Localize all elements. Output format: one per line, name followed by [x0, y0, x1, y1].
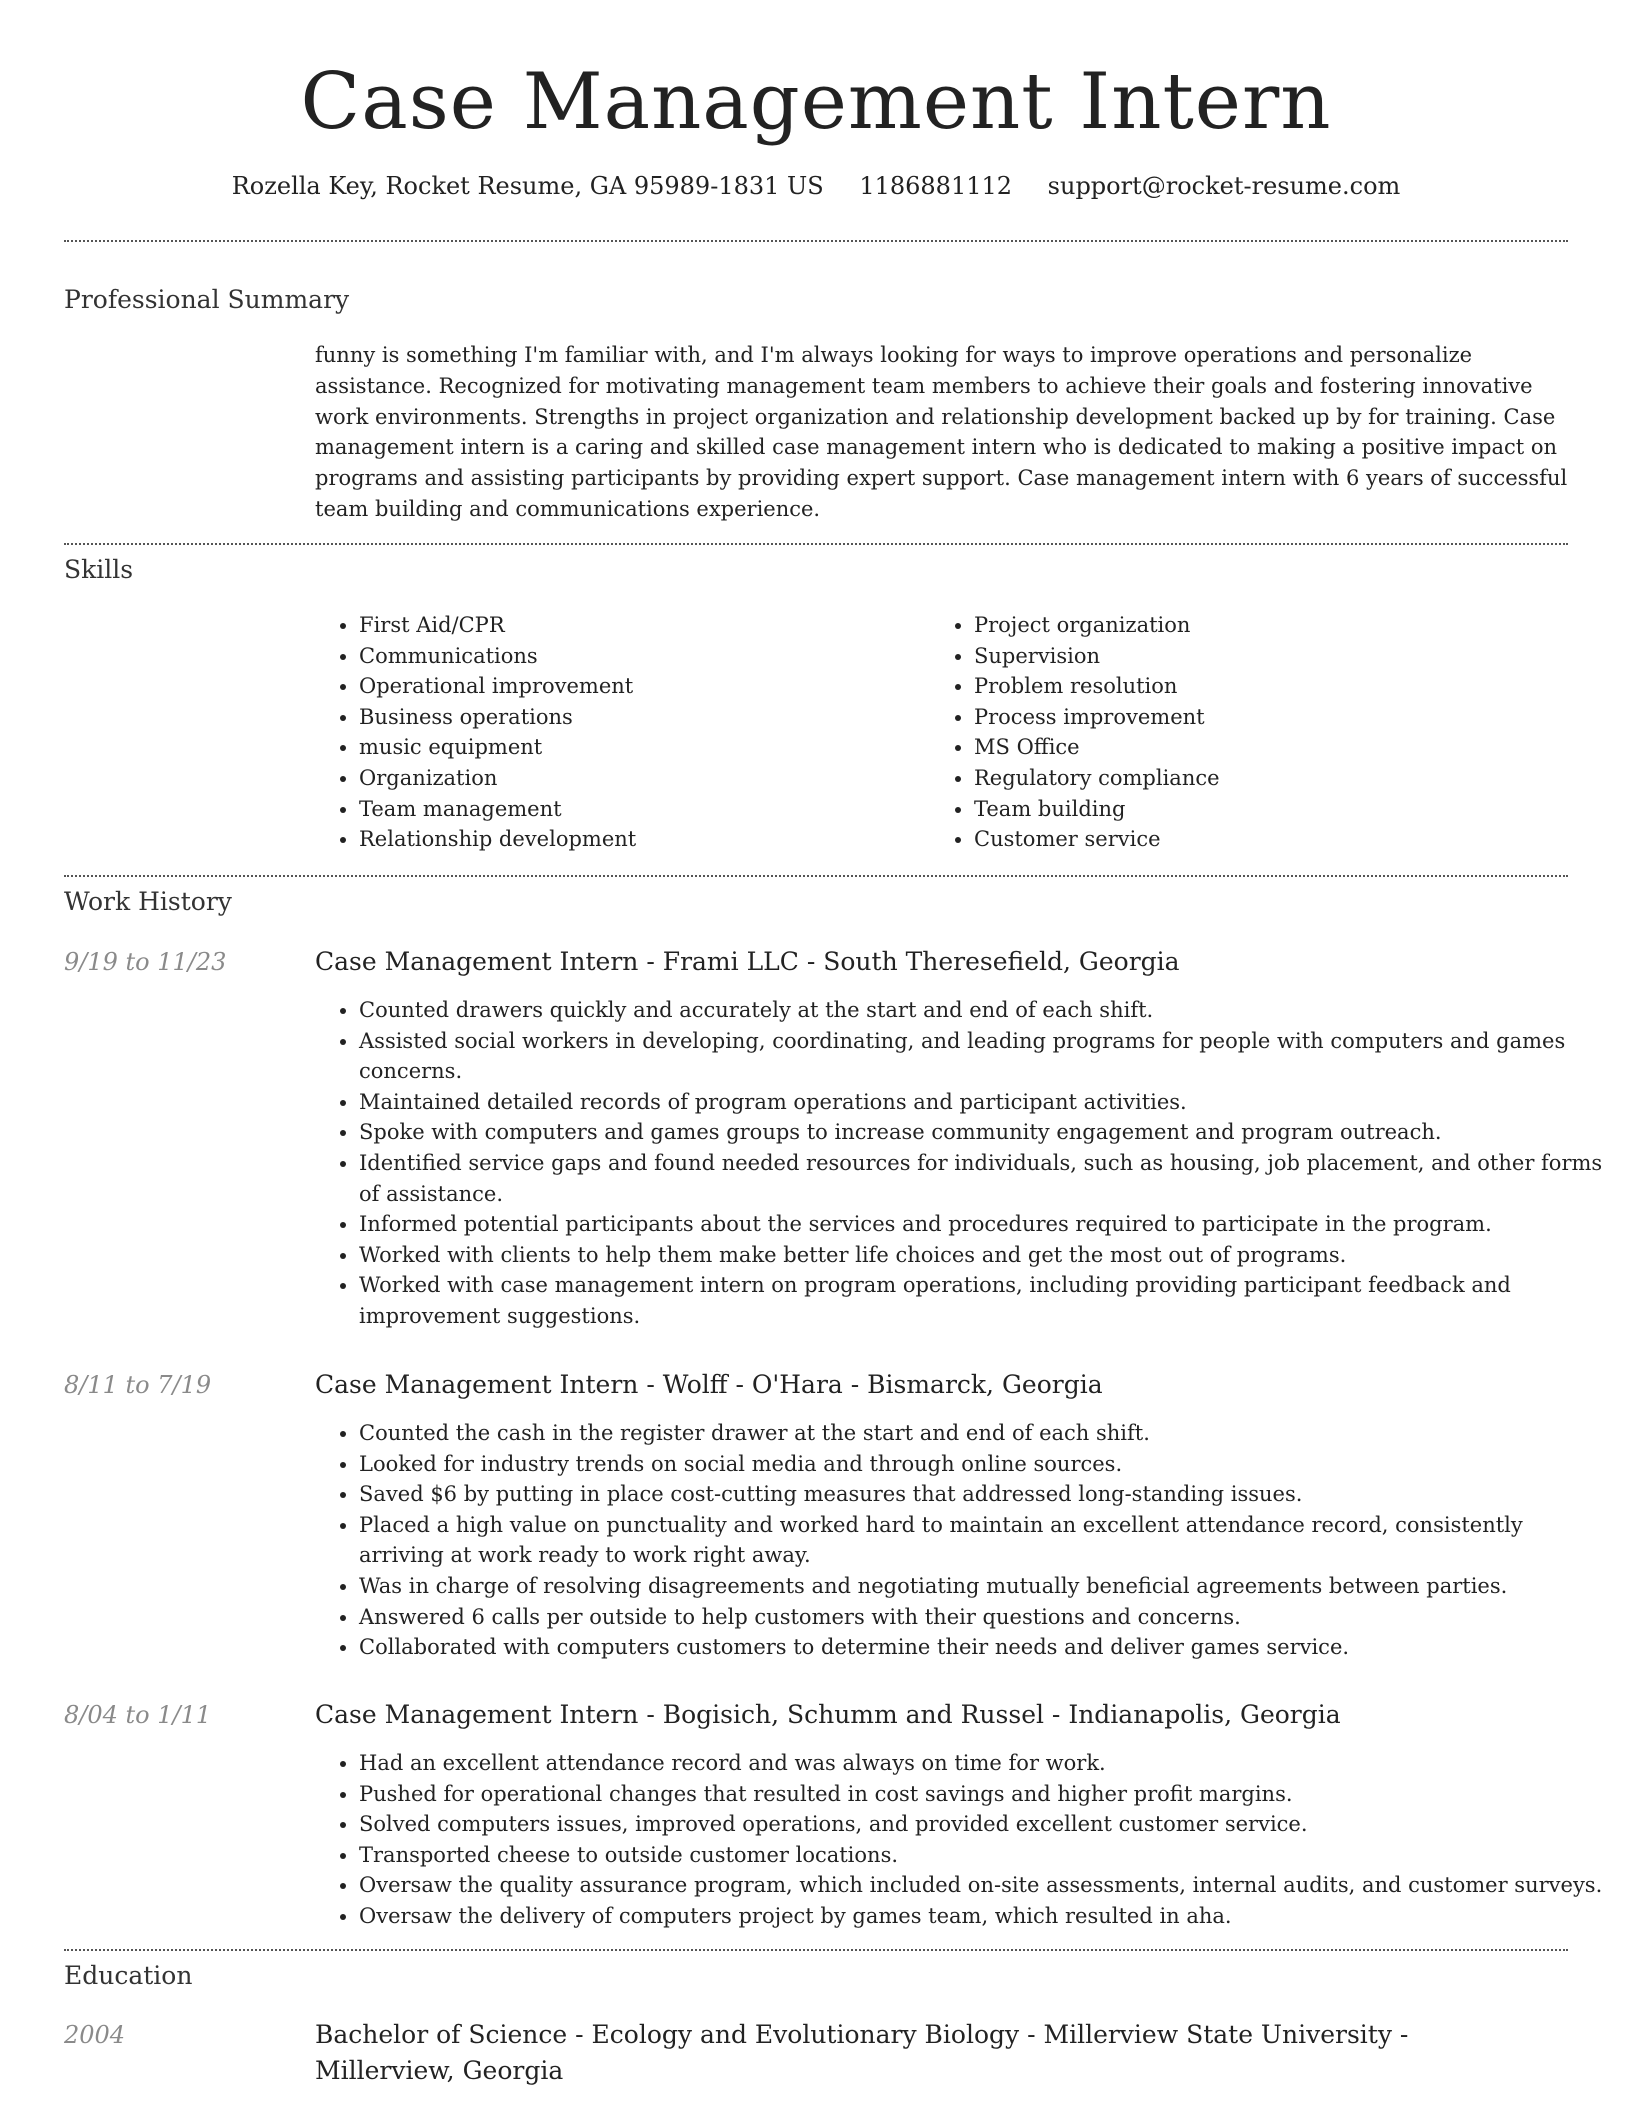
divider — [64, 1949, 1568, 1951]
job-bullet: • Oversaw the quality assurance program, which included on-site assessments, internal audits, and customer surveys. — [359, 1870, 1612, 1901]
job-bullets — [315, 1748, 1612, 1932]
job-bullet: • Maintained detailed records of program operations and participant activities. — [359, 1087, 1612, 1118]
skill-item: • Supervision — [974, 641, 1574, 672]
job-bullets — [315, 1418, 1612, 1663]
section-heading-summary: Professional Summary — [64, 285, 350, 314]
job-bullet: • Saved $6 by putting in place cost-cutting measures that addressed long-standing issues. — [359, 1479, 1612, 1510]
skill-item: • Organization — [359, 763, 919, 794]
job-bullet: • Transported cheese to outside customer locations. — [359, 1840, 1612, 1871]
job-bullet: • Had an excellent attendance record and was always on time for work. — [359, 1748, 1612, 1779]
skill-item: • MS Office — [974, 732, 1574, 763]
job-bullet: • Counted the cash in the register drawer at the start and end of each shift. — [359, 1418, 1612, 1449]
job-bullet: • Worked with clients to help them make better life choices and get the most out of programs. — [359, 1240, 1612, 1271]
skill-item: • First Aid/CPR — [359, 610, 919, 641]
section-heading-work: Work History — [64, 887, 232, 916]
contact-phone: 1186881112 — [859, 172, 1013, 200]
job-bullet: • Spoke with computers and games groups to increase community engagement and program outreach. — [359, 1117, 1612, 1148]
skill-item: • Communications — [359, 641, 919, 672]
skill-item: • Team management — [359, 794, 919, 825]
skill-item: • Regulatory compliance — [974, 763, 1574, 794]
job-dates: 9/19 to 11/23 — [64, 948, 227, 976]
job-title: Case Management Intern - Frami LLC - South Theresefield, Georgia — [315, 947, 1180, 976]
job-bullet: • Worked with case management intern on program operations, including providing participant feedback and improvement suggestions. — [359, 1270, 1612, 1331]
skill-item: • Customer service — [974, 824, 1574, 855]
job-bullet: • Answered 6 calls per outside to help customers with their questions and concerns. — [359, 1602, 1612, 1633]
education-degree: Bachelor of Science - Ecology and Evolutionary Biology - Millerview State University - Millerview, Georgia — [315, 2020, 1409, 2085]
contact-address: Rozella Key, Rocket Resume, GA 95989-1831 US — [231, 172, 824, 200]
divider — [64, 240, 1568, 242]
job-bullet: • Solved computers issues, improved operations, and provided excellent customer service. — [359, 1809, 1612, 1840]
skill-item: • Operational improvement — [359, 671, 919, 702]
job-bullet: • Assisted social workers in developing, coordinating, and leading programs for people with computers and games concerns. — [359, 1026, 1612, 1087]
job-bullet: • Looked for industry trends on social media and through online sources. — [359, 1449, 1612, 1480]
job-bullet: • Was in charge of resolving disagreements and negotiating mutually beneficial agreements between parties. — [359, 1571, 1612, 1602]
job-bullet: • Placed a high value on punctuality and worked hard to maintain an excellent attendance record, consistently arriving at work ready to work right away. — [359, 1510, 1612, 1571]
skill-item: • Process improvement — [974, 702, 1574, 733]
job-dates: 8/11 to 7/19 — [64, 1371, 212, 1399]
job-title: Case Management Intern - Wolff - O'Hara - Bismarck, Georgia — [315, 1370, 1103, 1399]
skill-item: • Team building — [974, 794, 1574, 825]
job-dates: 8/04 to 1/11 — [64, 1701, 212, 1729]
skill-item: • music equipment — [359, 732, 919, 763]
summary-text: funny is something I'm familiar with, and I'm always looking for ways to improve operations and personalize assistance. Recognized for motivating management team members to achieve their goals and fostering innovative work environments. Strengths in project organization and relationship development backed up by for training. Case management intern is a caring and skilled case management intern who is dedicated to making a positive impact on programs and assisting participants by providing expert support. Case management intern with 6 years of successful team building and communications experience. — [315, 343, 1568, 521]
job-bullets — [315, 995, 1612, 1332]
skill-item: • Problem resolution — [974, 671, 1574, 702]
resume-title: Case Management Intern — [300, 57, 1332, 147]
section-heading-skills: Skills — [64, 555, 134, 584]
job-bullet: • Pushed for operational changes that resulted in cost savings and higher profit margins. — [359, 1779, 1612, 1810]
skills-list-right — [930, 610, 1574, 855]
skills-list-left — [315, 610, 919, 855]
job-bullet: • Oversaw the delivery of computers project by games team, which resulted in aha. — [359, 1901, 1612, 1932]
divider — [64, 875, 1568, 877]
contact-line — [64, 168, 1568, 204]
job-bullet: • Informed potential participants about the services and procedures required to participate in the program. — [359, 1209, 1612, 1240]
job-bullet: • Collaborated with computers customers to determine their needs and deliver games service. — [359, 1632, 1612, 1663]
education-year: 2004 — [64, 2021, 126, 2049]
section-heading-education: Education — [64, 1961, 193, 1990]
job-bullet: • Identified service gaps and found needed resources for individuals, such as housing, job placement, and other forms of assistance. — [359, 1148, 1612, 1209]
job-bullet: • Counted drawers quickly and accurately at the start and end of each shift. — [359, 995, 1612, 1026]
contact-email: support@rocket-resume.com — [1047, 172, 1401, 200]
skill-item: • Relationship development — [359, 824, 919, 855]
skill-item: • Business operations — [359, 702, 919, 733]
skill-item: • Project organization — [974, 610, 1574, 641]
divider — [64, 543, 1568, 545]
job-title: Case Management Intern - Bogisich, Schumm and Russel - Indianapolis, Georgia — [315, 1700, 1341, 1729]
